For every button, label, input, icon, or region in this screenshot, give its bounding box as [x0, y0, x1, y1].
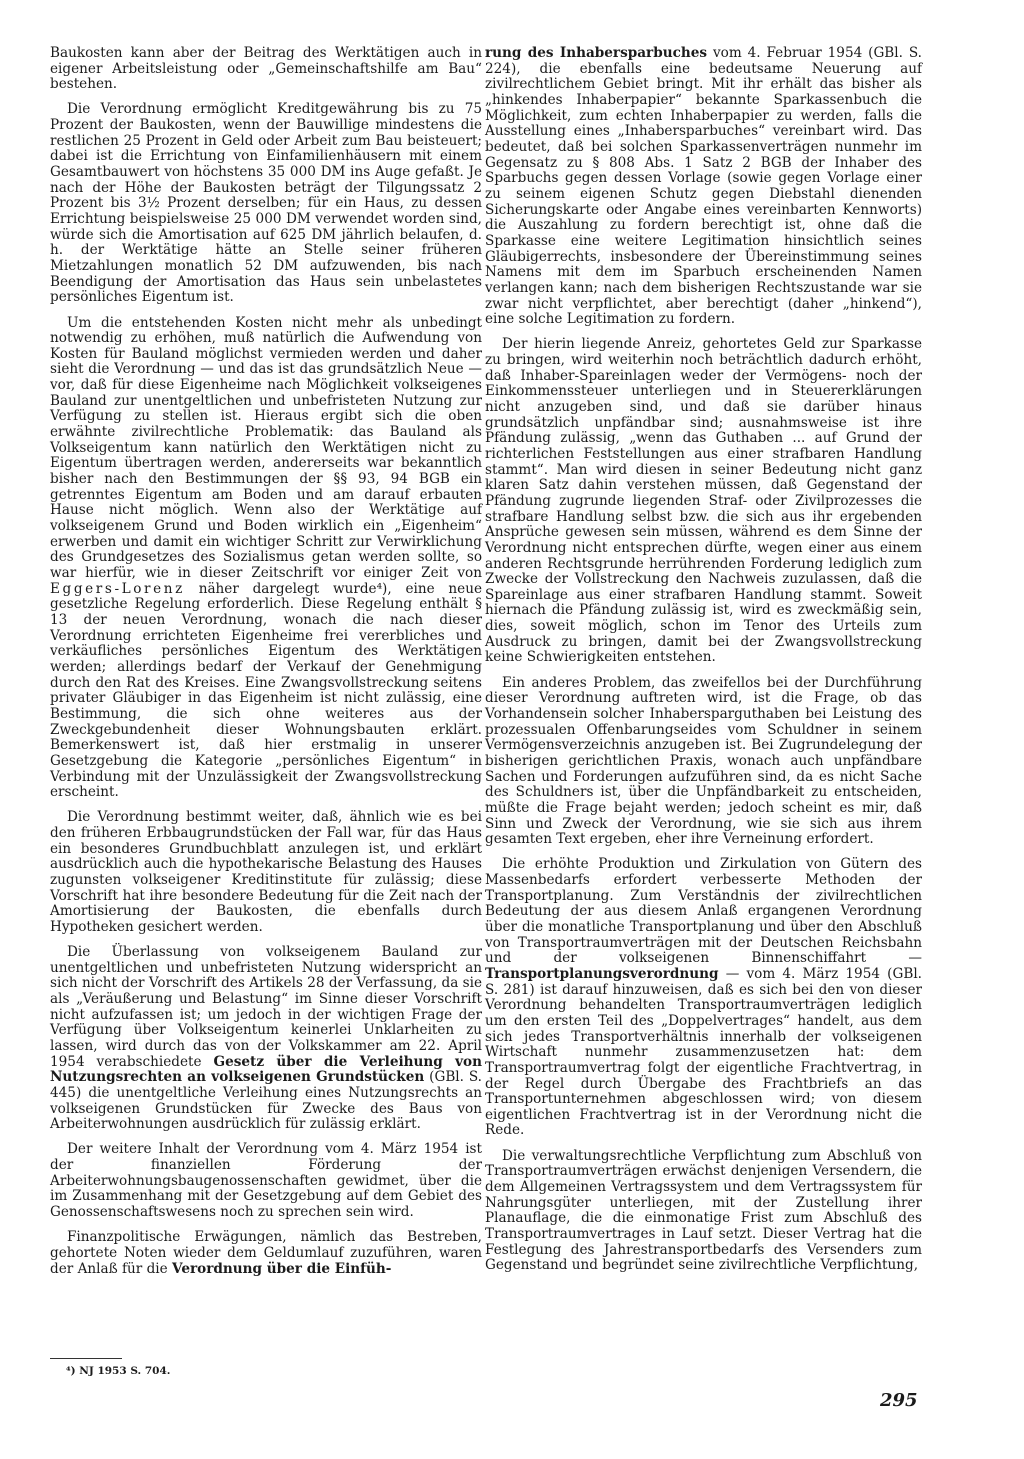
paragraph-text: Finanzpolitische Erwägungen, nämlich das Bestreben, gehortete Noten wieder dem Geldumlauf zuzuführen, waren der Anlaß für die — [50, 1229, 482, 1277]
paragraph — [50, 1230, 482, 1277]
paragraph: Der weitere Inhalt der Verordnung vom 4. März 1954 ist der finanziellen Förderung der Arbeiterwohnungsbaugenossenschaften gewidmet, über die im Zusammenhang mit der Gesetzgebung auf dem Gebiet des Genossenschaftswesens noch zu sprechen sein wird. — [50, 1141, 482, 1221]
page-number: 295 — [880, 1390, 918, 1411]
right-column — [485, 46, 922, 1283]
paragraph — [485, 46, 922, 328]
paragraph: Die Verordnung ermöglicht Kreditgewährung bis zu 75 Prozent der Baukosten, wenn der Bauwillige mindestens die restlichen 25 Prozent in Geld oder Arbeit zum Bau beisteuert; dabei ist die Errichtung von Einfamilienhäusern mit einem Gesamtbauwert von höchstens 35 000 DM ins Auge gefaßt. Je nach der Höhe der Baukosten beträgt der Tilgungssatz 2 Prozent bis 3½ Prozent derselben; für ein Haus, zu dessen Errichtung beispielsweise 25 000 DM verwendet worden sind, würde sich die Amortisation auf 625 DM jährlich belaufen, d. h. der Werktätige hätte an Stelle seiner früheren Mietzahlungen monatlich 52 DM aufzuwenden, bis nach Beendigung der Amortisation das Haus sein unbelastetes persönliches Eigentum ist. — [50, 101, 482, 306]
law-title: rung des Inhabersparbuches — [485, 45, 708, 61]
paragraph — [50, 316, 482, 801]
paragraph-text: näher dargelegt wurde⁴), eine neue gesetzliche Regelung erforderlich. Diese Regelung enthält § 13 der neuen Verordnung, wonach die nach dieser Verordnung errichteten Eigenheime frei vererbliches und verkäufliches persönliches Eigentum des Werktätigen werden; allerdings bedarf der Verkauf der Genehmigung durch den Rat des Kreises. Eine Zwangsvollstreckung seitens privater Gläubiger in das Eigenheim ist nicht zulässig, eine Bestimmung, die sich ohne weiteres aus der Zweckgebundenheit dieser Wohnungsbauten erklärt. Bemerkenswert ist, daß hier erstmalig in unserer Gesetzgebung die Kategorie „persönliches Eigentum“ in Verbindung mit der Unzulässigkeit der Zwangsvollstreckung erscheint. — [50, 580, 482, 801]
paragraph — [485, 857, 922, 1139]
paragraph — [50, 945, 482, 1133]
paragraph-text: vom 4. Februar 1954 (GBl. S. 224), die ebenfalls eine bedeutsame Neuerung auf zivilrechtlichem Gebiet bringt. Mit ihr erhält das bisher als „hinkendes Inhaberpapier“ bekannte Sparkassenbuch die Möglichkeit, zum echten Inhaberpapier zu werden, falls die Ausstellung eines „Inhabersparbuches“ vereinbart wird. Das bedeutet, daß bei solchen Sparkassenverträgen nunmehr im Gegensatz zu § 808 Abs. 1 Satz 2 BGB der Inhaber des Sparbuchs gegen dessen Vorlage (sowie gegen Vorlage einer zu seinem eigenen Schutz gegen Diebstahl dienenden Sicherungskarte oder Angabe eines vereinbarten Kennworts) die Auszahlung zu fordern berechtigt ist, ohne daß die Sparkasse eine weitere Legitimation hinsichtlich seines Gläubigerrechts, insbesondere der Übereinstimmung seines Namens mit dem im Sparbuch erscheinenden Namen verlangen kann; nach dem bisherigen Rechtszustande war sie zwar nicht verpflichtet, aber berechtigt (daher „hinkend“), eine solche Legitimation zu fordern. — [485, 45, 922, 328]
law-title: Gesetz über die Verleihung von Nutzungsrechten an volkseigenen Grundstücken — [50, 1053, 482, 1086]
paragraph-text: (GBl. S. 445) die unentgeltliche Verleihung eines Nutzungsrechts an volkseigenen Grundstücken für Zwecke des Baus von Arbeiterwohnungen ausdrücklich für zulässig erklärt. — [50, 1069, 483, 1133]
footnote: ⁴) NJ 1953 S. 704. — [66, 1365, 171, 1377]
law-title: Verordnung über die Einfüh- — [172, 1260, 392, 1277]
cited-authors: Eggers-Lorenz — [50, 580, 185, 597]
paragraph: Baukosten kann aber der Beitrag des Werktätigen auch in eigener Arbeitsleistung oder „Gemeinschaftshilfe am Bau“ bestehen. — [50, 45, 482, 93]
footnote-divider — [50, 1358, 122, 1359]
left-column — [50, 46, 482, 1287]
law-title: Transportplanungsverordnung — [485, 965, 719, 982]
paragraph: Ein anderes Problem, das zweifellos bei der Durchführung dieser Verordnung auftreten wird, ist die Frage, ob das Vorhandensein solcher Inhabersparguthaben bei Leistung des prozessualen Offenbarungseides vom Schuldner in seinem Vermögensverzeichnis anzugeben ist. Bei Zugrundelegung der bisherigen gerichtlichen Praxis, wonach auch unpfändbare Sachen und Forderungen aufzuführen sind, da es nicht Sache des Schuldners ist, über die Unpfändbarkeit zu entscheiden, müßte die Frage bejaht werden; jedoch scheint es mir, daß Sinn und Zweck der Verordnung, wie sie sich aus ihrem gesamten Text ergeben, eher ihre Verneinung erfordert. — [485, 674, 922, 848]
paragraph: Die Verordnung bestimmt weiter, daß, ähnlich wie es bei den früheren Erbbaugrundstücken der Fall war, für das Haus ein besonderes Grundbuchblatt anzulegen ist, und erklärt ausdrücklich auch die hypothekarische Belastung des Hauses zugunsten volkseigener Kreditinstitute für zulässig; diese Vorschrift hat ihre besondere Bedeutung für die Zeit nach der Amortisierung der Baukosten, die ebenfalls durch Hypotheken gesichert werden. — [50, 809, 482, 935]
paragraph-text: — vom 4. März 1954 (GBl. S. 281) ist darauf hinzuweisen, daß es sich bei den von dieser Verordnung behandelten Transportraumverträgen lediglich um den ersten Teil des „Doppelvertrages“ handelt, aus dem sich jedes Transportverhältnis innerhalb der volkseigenen Wirtschaft nunmehr zusammenzusetzen hat: dem Transportraumvertrag folgt der eigentliche Frachtvertrag, in der Regel durch Übergabe des Frachtbriefs an das Transportunternehmen abgeschlossen wird; von diesem eigentlichen Frachtvertrag ist in der Verordnung nicht die Rede. — [485, 965, 922, 1139]
paragraph: Der hierin liegende Anreiz, gehortetes Geld zur Sparkasse zu bringen, wird weiterhin noch beträchtlich dadurch erhöht, daß Inhaber-Spareinlagen weder der Vermögens- noch der Einkommenssteuer unterliegen und in Steuererklärungen nicht anzugeben sind, und daß sie darüber hinaus grundsätzlich unpfändbar sind; ausnahmsweise ist ihre Pfändung zulässig, „wenn das Guthaben ... auf Grund der richterlichen Feststellungen aus einer strafbaren Handlung stammt“. Man wird diesen in seiner Bedeutung nicht ganz klaren Satz dahin verstehen müssen, daß Gegenstand der Pfändung zugrunde liegenden Straf- oder Zivilprozesses die strafbare Handlung selbst bzw. die sich aus ihr ergebenden Ansprüche gewesen sein müssen, während es dem Sinne der Verordnung nicht entsprechen dürfte, wegen einer aus einem anderen Rechtsgrunde herrührenden Forderung lediglich zum Zwecke der Vollstreckung den Nachweis zuzulassen, daß die Spareinlage aus einer strafbaren Handlung stammt. Soweit hiernach die Pfändung zulässig ist, wird es zweckmäßig sein, dies, soweit möglich, schon im Tenor des Urteils zum Ausdruck zu bringen, damit bei der Zwangsvollstreckung keine Schwierigkeiten entstehen. — [485, 336, 922, 666]
paragraph-text: Die erhöhte Produktion und Zirkulation von Gütern des Massenbedarfs erfordert verbesserte Methoden der Transportplanung. Zum Verständnis der zivilrechtlichen Bedeutung der aus diesem Anlaß ergangenen Verordnung über die monatliche Transportplanung und über den Abschluß von Transportraumverträgen mit der Deutschen Reichsbahn und der volkseigenen Binnenschiffahrt — — [485, 856, 922, 967]
paragraph: Die verwaltungsrechtliche Verpflichtung zum Abschluß von Transportraumverträgen erwächst denjenigen Versendern, die dem Allgemeinen Vertragssystem und dem Vertragssystem für Nahrungsgüter unterliegen, mit der Zustellung ihrer Planauflage, die die einmonatige Frist zum Abschluß des Transportraumvertrages in Lauf setzt. Dieser Vertrag hat die Festlegung des Jahrestransportbedarfs des Versenders zum Gegenstand und begründet seine zivilrechtliche Verpflichtung, — [485, 1147, 922, 1274]
paragraph-text: Um die entstehenden Kosten nicht mehr als unbedingt notwendig zu erhöhen, muß natürlich die Aufwendung von Kosten für Bauland möglichst vermieden werden und daher sieht die Verordnung — und das ist das grundsätzlich Neue — vor, daß für diese Eigenheime nach Möglichkeit volkseigenes Bauland zur unentgeltlichen und unbefristeten Nutzung zur Verfügung zu stellen ist. Hieraus ergibt sich die oben erwähnte zivilrechtliche Problematik: das Bauland als Volkseigentum kann natürlich den Werktätigen nicht zu Eigentum übertragen werden, andererseits war bekanntlich bisher nach den Bestimmungen der §§ 93, 94 BGB ein getrenntes Eigentum am Boden und am darauf erbauten Hause nicht möglich. Wenn also der Werktätige auf volkseigenem Grund und Boden wirklich ein „Eigenheim“ erwerben und damit ein wichtiger Schritt zur Verwirklichung des Grundgesetzes des Sozialismus getan werden sollte, so war hierfür, wie in dieser Zeitschrift vor einiger Zeit von — [50, 314, 482, 581]
paragraph-text: Die Überlassung von volkseigenem Bauland zur unentgeltlichen und unbefristeten Nutzung widerspricht an sich nicht der Vorschrift des Artikels 28 der Verfassung, da sie als „Veräußerung und Belastung“ im Sinne dieser Vorschrift nicht aufzufassen ist; um jedoch in der wichtigen Frage der Verfügung über Volkseigentum keinerlei Unklarheiten zu lassen, wird durch das von der Volkskammer am 22. April 1954 verabschiedete — [50, 944, 482, 1070]
